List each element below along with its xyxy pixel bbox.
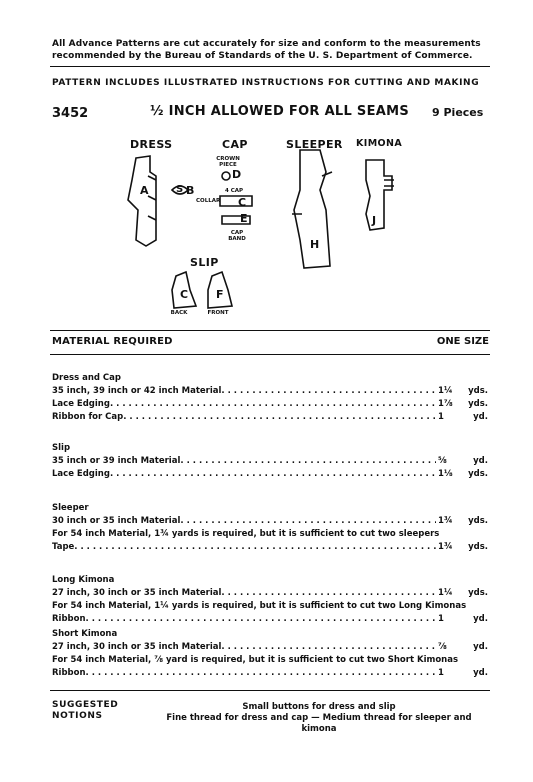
material-row xyxy=(52,587,488,600)
material-section-title: Slip xyxy=(52,443,71,453)
pattern-number: 3452 xyxy=(52,106,89,121)
material-amount: 1¾ xyxy=(438,516,453,526)
material-section xyxy=(52,628,488,680)
crown-piece-label: CROWN PIECE xyxy=(216,156,240,168)
material-amount: ⅝ xyxy=(438,456,447,466)
material-label: 35 inch, 39 inch or 42 inch Material xyxy=(52,386,222,396)
notions-label: NOTIONS xyxy=(52,711,103,721)
material-unit: yds. xyxy=(468,386,488,396)
material-unit: yds. xyxy=(468,542,488,552)
material-amount: 1¾ xyxy=(438,542,453,552)
material-label: Ribbon xyxy=(52,614,86,624)
front-label: FRONT xyxy=(207,310,229,316)
sleeper-label: SLEEPER xyxy=(286,138,343,151)
piece-count: 9 Pieces xyxy=(432,106,484,119)
material-row xyxy=(52,455,488,468)
material-section-title: Long Kimona xyxy=(52,575,115,585)
material-label: Lace Edging xyxy=(52,399,110,409)
material-amount: 1¼ xyxy=(438,588,453,598)
material-amount: 1 xyxy=(438,412,444,422)
piece-letter-c: C xyxy=(238,196,247,209)
material-note: For 54 inch Material, 1¼ yards is required, but it is sufficient to cut two Long Kimonas xyxy=(52,601,467,611)
cap-piece xyxy=(220,196,252,206)
four-cap-label: 4 CAP xyxy=(224,188,244,194)
one-size-heading: ONE SIZE xyxy=(436,336,489,347)
piece-letter-c-slip: C xyxy=(180,288,189,301)
material-row xyxy=(52,411,488,424)
notions-line-2: Fine thread for dress and cap — Medium thread for sleeper and kimona xyxy=(166,713,472,734)
material-section-title: Sleeper xyxy=(52,503,89,513)
notions-list xyxy=(150,702,488,735)
material-label: 30 inch or 35 inch Material xyxy=(52,516,181,526)
material-row xyxy=(52,385,488,398)
material-unit: yd. xyxy=(473,642,488,652)
dot-leader xyxy=(74,541,436,554)
piece-letter-d: D xyxy=(232,168,242,181)
accuracy-line-2: recommended by the Bureau of Standards of the U. S. Department of Commerce. xyxy=(52,51,473,61)
material-section xyxy=(52,574,488,626)
dot-leader xyxy=(86,667,436,680)
material-section-title: Dress and Cap xyxy=(52,373,121,383)
dot-leader xyxy=(221,641,436,654)
cap-band-label: CAP BAND xyxy=(228,230,246,242)
material-section xyxy=(52,372,488,424)
piece-letter-f: F xyxy=(216,288,224,301)
divider-notions xyxy=(50,690,490,691)
divider-material xyxy=(50,330,490,331)
slip-label: SLIP xyxy=(190,256,219,269)
material-amount: 1⅛ xyxy=(438,469,453,479)
dot-leader xyxy=(110,398,436,411)
material-section xyxy=(52,502,488,554)
dot-leader xyxy=(180,455,436,468)
dot-leader xyxy=(221,587,436,600)
material-row xyxy=(52,667,488,680)
material-section xyxy=(52,442,488,481)
piece-letter-a: A xyxy=(140,184,149,197)
material-label: Lace Edging xyxy=(52,469,110,479)
material-row xyxy=(52,468,488,481)
suggested-label: SUGGESTED xyxy=(52,700,119,710)
piece-letter-b: B xyxy=(186,184,195,197)
material-unit: yds. xyxy=(468,399,488,409)
material-label: 27 inch, 30 inch or 35 inch Material xyxy=(52,588,222,598)
material-unit: yd. xyxy=(473,614,488,624)
dot-leader xyxy=(180,515,436,528)
material-required-heading: MATERIAL REQUIRED xyxy=(52,336,173,347)
dot-leader xyxy=(221,385,436,398)
suggested-notions-label xyxy=(52,700,118,722)
material-amount: 1 xyxy=(438,614,444,624)
dot-leader xyxy=(123,411,436,424)
material-unit: yd. xyxy=(473,668,488,678)
material-unit: yds. xyxy=(468,469,488,479)
material-row xyxy=(52,515,488,528)
material-note-row xyxy=(52,654,488,667)
material-row xyxy=(52,641,488,654)
seam-allowance: ½ INCH ALLOWED FOR ALL SEAMS xyxy=(150,104,410,119)
kimona-piece xyxy=(366,160,392,230)
piece-letter-h: H xyxy=(310,238,320,251)
material-amount: 1 xyxy=(438,668,444,678)
material-note: For 54 inch Material, 1¾ yards is required, but it is sufficient to cut two sleepers xyxy=(52,529,440,539)
accuracy-line-1: All Advance Patterns are cut accurately for size and conform to the measurements xyxy=(52,39,481,49)
material-unit: yd. xyxy=(473,412,488,422)
dot-leader xyxy=(110,468,436,481)
material-note-row xyxy=(52,528,488,541)
notions-line-1: Small buttons for dress and slip xyxy=(242,702,396,712)
material-unit: yds. xyxy=(468,516,488,526)
material-label: 27 inch, 30 inch or 35 inch Material xyxy=(52,642,222,652)
material-label: Tape xyxy=(52,542,75,552)
piece-letter-e: E xyxy=(240,212,248,225)
dress-piece xyxy=(128,156,156,246)
back-label: BACK xyxy=(170,310,188,316)
pattern-pieces-diagram xyxy=(0,0,533,330)
material-amount: 1⅞ xyxy=(438,399,453,409)
material-row xyxy=(52,613,488,626)
material-unit: yds. xyxy=(468,588,488,598)
crown-piece xyxy=(222,172,230,180)
material-amount: ⅞ xyxy=(438,642,447,652)
material-amount: 1¼ xyxy=(438,386,453,396)
cap-label: CAP xyxy=(222,138,248,151)
piece-letter-j: J xyxy=(372,214,377,227)
dress-label: DRESS xyxy=(130,138,173,151)
material-note: For 54 inch Material, ⅞ yard is required, but it is sufficient to cut two Short Kimonas xyxy=(52,655,459,665)
material-section-title: Short Kimona xyxy=(52,629,118,639)
material-label: 35 inch or 39 inch Material xyxy=(52,456,181,466)
material-note-row xyxy=(52,600,488,613)
piece-letter-s: S xyxy=(176,184,184,195)
includes-statement: PATTERN INCLUDES ILLUSTRATED INSTRUCTIONS FOR CUTTING AND MAKING xyxy=(52,78,480,88)
kimona-label: KIMONA xyxy=(356,138,403,149)
material-row xyxy=(52,541,488,554)
material-unit: yd. xyxy=(473,456,488,466)
dot-leader xyxy=(86,613,436,626)
material-label: Ribbon for Cap xyxy=(52,412,124,422)
material-label: Ribbon xyxy=(52,668,86,678)
material-row xyxy=(52,398,488,411)
collar-label: COLLAR xyxy=(196,198,221,204)
divider-material-bottom xyxy=(50,354,490,355)
